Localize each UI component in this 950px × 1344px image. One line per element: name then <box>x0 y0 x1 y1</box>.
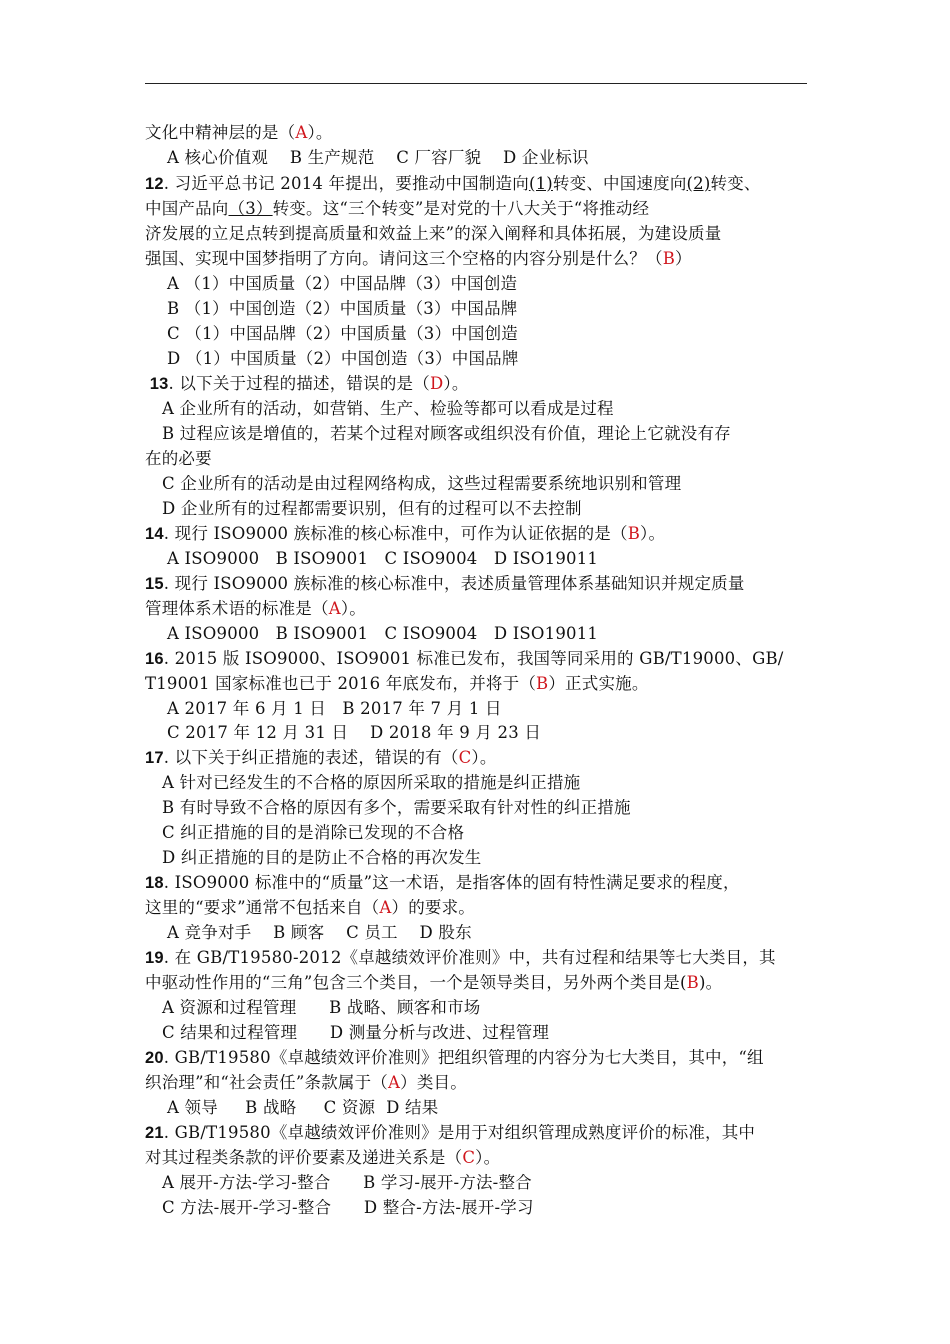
text-run: D 企业所有的过程都需要识别，但有的过程可以不去控制 <box>162 499 582 518</box>
text-run: 管理体系术语的标准是（ <box>145 599 329 618</box>
text-run: 转变。这“三个转变”是对党的十八大关于“将推动经 <box>272 199 650 218</box>
text-run: ）的要求。 <box>391 898 475 917</box>
text-run: C 结果和过程管理 D 测量分析与改进、过程管理 <box>162 1023 550 1042</box>
text-run: 中驱动性作用的“三角”包含三个类目，一个是领导类目，另外两个类目是( <box>145 973 687 992</box>
text-run: 济发展的立足点转到提高质量和效益上来”的深入阐释和具体拓展，为建设质量 <box>145 224 722 243</box>
text-run: . 以下关于过程的描述，错误的是（ <box>168 374 430 393</box>
l21 <box>167 622 598 647</box>
text-run: 中国产品向 <box>145 199 229 218</box>
answer-letter: B <box>627 524 641 543</box>
l39 <box>145 1071 467 1096</box>
l43 <box>162 1171 532 1196</box>
text-run: A ISO9000 B ISO9001 C ISO9004 D ISO19011 <box>167 549 599 568</box>
text-run: A 领导 B 战略 C 资源 D 结果 <box>167 1098 439 1117</box>
l14 <box>145 447 212 472</box>
question-number: 15 <box>145 575 164 593</box>
answer-letter: C <box>458 748 472 767</box>
l01 <box>145 121 333 146</box>
text-run: A ISO9000 B ISO9001 C ISO9004 D ISO19011 <box>167 624 599 643</box>
question-number: 16 <box>145 650 164 668</box>
text-run: 织治理”和“社会责任”条款属于（ <box>145 1073 389 1092</box>
answer-letter: D <box>429 374 444 393</box>
text-run: ）。 <box>471 748 497 767</box>
l06 <box>145 247 692 272</box>
text-run: C 纠正措施的目的是消除已发现的不合格 <box>162 823 465 842</box>
text-run: A 资源和过程管理 B 战略、顾客和市场 <box>162 998 481 1017</box>
l16 <box>162 497 582 522</box>
answer-letter: A <box>328 599 341 618</box>
question-number: 13 <box>145 375 169 393</box>
question-number: 12 <box>145 175 164 193</box>
l35 <box>145 971 722 996</box>
text-run: 在的必要 <box>145 449 212 468</box>
text-run: A 针对已经发生的不合格的原因所采取的措施是纠正措施 <box>162 773 581 792</box>
text-run: 转变、中国速度向 <box>552 174 687 193</box>
l18 <box>167 547 598 572</box>
question-number: 14 <box>145 525 164 543</box>
text-run: ）类目。 <box>400 1073 467 1092</box>
text-run: （3） <box>228 199 273 218</box>
l40 <box>167 1096 438 1121</box>
text-run: B （1）中国创造（2）中国质量（3）中国品牌 <box>167 299 518 318</box>
l36 <box>162 996 481 1021</box>
answer-letter: B <box>686 973 699 992</box>
l27 <box>162 771 580 796</box>
l05 <box>145 222 721 247</box>
text-run: (1) <box>528 174 553 193</box>
header-rule <box>145 83 807 84</box>
l32 <box>145 896 475 921</box>
l30 <box>162 846 481 871</box>
text-run: B 过程应该是增值的，若某个过程对顾客或组织没有价值，理论上它就没有存 <box>162 424 731 443</box>
text-run: . 习近平总书记 2014 年提出，要推动中国制造向 <box>163 174 529 193</box>
l34 <box>145 946 776 971</box>
text-run: ）。 <box>640 524 666 543</box>
l31 <box>145 871 740 896</box>
l11 <box>145 372 469 397</box>
answer-letter: A <box>295 123 308 142</box>
l29 <box>162 821 464 846</box>
l09 <box>167 322 518 347</box>
text-run: )。 <box>698 973 723 992</box>
text-run: C 2017 年 12 月 31 日 D 2018 年 9 月 23 日 <box>167 723 542 742</box>
text-run: B 有时导致不合格的原因有多个，需要采取有针对性的纠正措施 <box>162 798 631 817</box>
text-run: (2) <box>686 174 711 193</box>
question-number: 20 <box>145 1049 164 1067</box>
text-run: A 展开-方法-学习-整合 B 学习-展开-方法-整合 <box>162 1173 532 1192</box>
l23 <box>145 672 649 697</box>
text-run: A 2017 年 6 月 1 日 B 2017 年 7 月 1 日 <box>167 699 502 718</box>
text-run: C 企业所有的活动是由过程网络构成，这些过程需要系统地识别和管理 <box>162 474 682 493</box>
text-run: D （1）中国质量（2）中国创造（3）中国品牌 <box>167 349 519 368</box>
l19 <box>145 572 745 597</box>
l33 <box>167 921 472 946</box>
l12 <box>162 397 614 422</box>
text-run: . GB/T19580《卓越绩效评价准则》把组织管理的内容分为七大类目，其中，“组 <box>163 1048 764 1067</box>
answer-letter: A <box>388 1073 401 1092</box>
l44 <box>162 1196 534 1221</box>
text-run: 这里的“要求”通常不包括来自（ <box>145 898 380 917</box>
text-run: 文化中精神层的是（ <box>145 123 296 142</box>
text-run: ）。 <box>307 123 333 142</box>
l10 <box>167 347 519 372</box>
answer-letter: C <box>462 1148 476 1167</box>
text-run: . 在 GB/T19580-2012《卓越绩效评价准则》中，共有过程和结果等七大类目，其 <box>163 948 776 967</box>
l08 <box>167 297 517 322</box>
text-run: D 纠正措施的目的是防止不合格的再次发生 <box>162 848 482 867</box>
l15 <box>162 472 681 497</box>
text-run: 转变、 <box>710 174 761 193</box>
text-run: C 方法-展开-学习-整合 D 整合-方法-展开-学习 <box>162 1198 534 1217</box>
l22 <box>145 647 784 672</box>
l07 <box>167 272 517 297</box>
l38 <box>145 1046 764 1071</box>
l17 <box>145 522 665 547</box>
l04 <box>145 197 649 222</box>
text-run: ） <box>675 249 692 268</box>
question-number: 21 <box>145 1124 164 1142</box>
l28 <box>162 796 631 821</box>
text-run: 强国、实现中国梦指明了方向。请问这三个空格的内容分别是什么？（ <box>145 249 663 268</box>
l24 <box>167 697 502 722</box>
l25 <box>167 721 541 746</box>
text-run: A 企业所有的活动，如营销、生产、检验等都可以看成是过程 <box>162 399 614 418</box>
question-number: 18 <box>145 874 164 892</box>
text-run: A 竞争对手 B 顾客 C 员工 D 股东 <box>167 923 472 942</box>
l41 <box>145 1121 755 1146</box>
text-run: A 核心价值观 B 生产规范 C 厂容厂貌 D 企业标识 <box>167 148 589 167</box>
text-run: ）。 <box>475 1148 501 1167</box>
l20 <box>145 597 366 622</box>
text-run: ）。 <box>443 374 469 393</box>
l13 <box>162 422 731 447</box>
l37 <box>162 1021 549 1046</box>
answer-letter: B <box>662 249 676 268</box>
text-run: ）。 <box>340 599 366 618</box>
text-run: A （1）中国质量（2）中国品牌（3）中国创造 <box>167 274 518 293</box>
text-run: . 现行 ISO9000 族标准的核心标准中，表述质量管理体系基础知识并规定质量 <box>163 574 745 593</box>
text-run: . 以下关于纠正措施的表述，错误的有（ <box>163 748 459 767</box>
answer-letter: B <box>536 674 549 693</box>
question-number: 19 <box>145 949 164 967</box>
text-run: T19001 国家标准也已于 2016 年底发布，并将于（ <box>145 674 537 693</box>
text-run: . ISO9000 标准中的“质量”这一术语，是指客体的固有特性满足要求的程度， <box>163 873 740 892</box>
l03 <box>145 172 761 197</box>
question-number: 17 <box>145 749 164 767</box>
text-run: . 2015 版 ISO9000、ISO9001 标准已发布，我国等同采用的 GB/T19000、GB/ <box>163 649 784 668</box>
l26 <box>145 746 497 771</box>
text-run: . 现行 ISO9000 族标准的核心标准中，可作为认证依据的是（ <box>163 524 628 543</box>
text-run: 对其过程类条款的评价要素及递进关系是（ <box>145 1148 463 1167</box>
text-run: C （1）中国品牌（2）中国质量（3）中国创造 <box>167 324 518 343</box>
l42 <box>145 1146 500 1171</box>
answer-letter: A <box>379 898 392 917</box>
text-run: ）正式实施。 <box>548 674 649 693</box>
l02 <box>167 146 589 171</box>
text-run: . GB/T19580《卓越绩效评价准则》是用于对组织管理成熟度评价的标准，其中 <box>163 1123 756 1142</box>
